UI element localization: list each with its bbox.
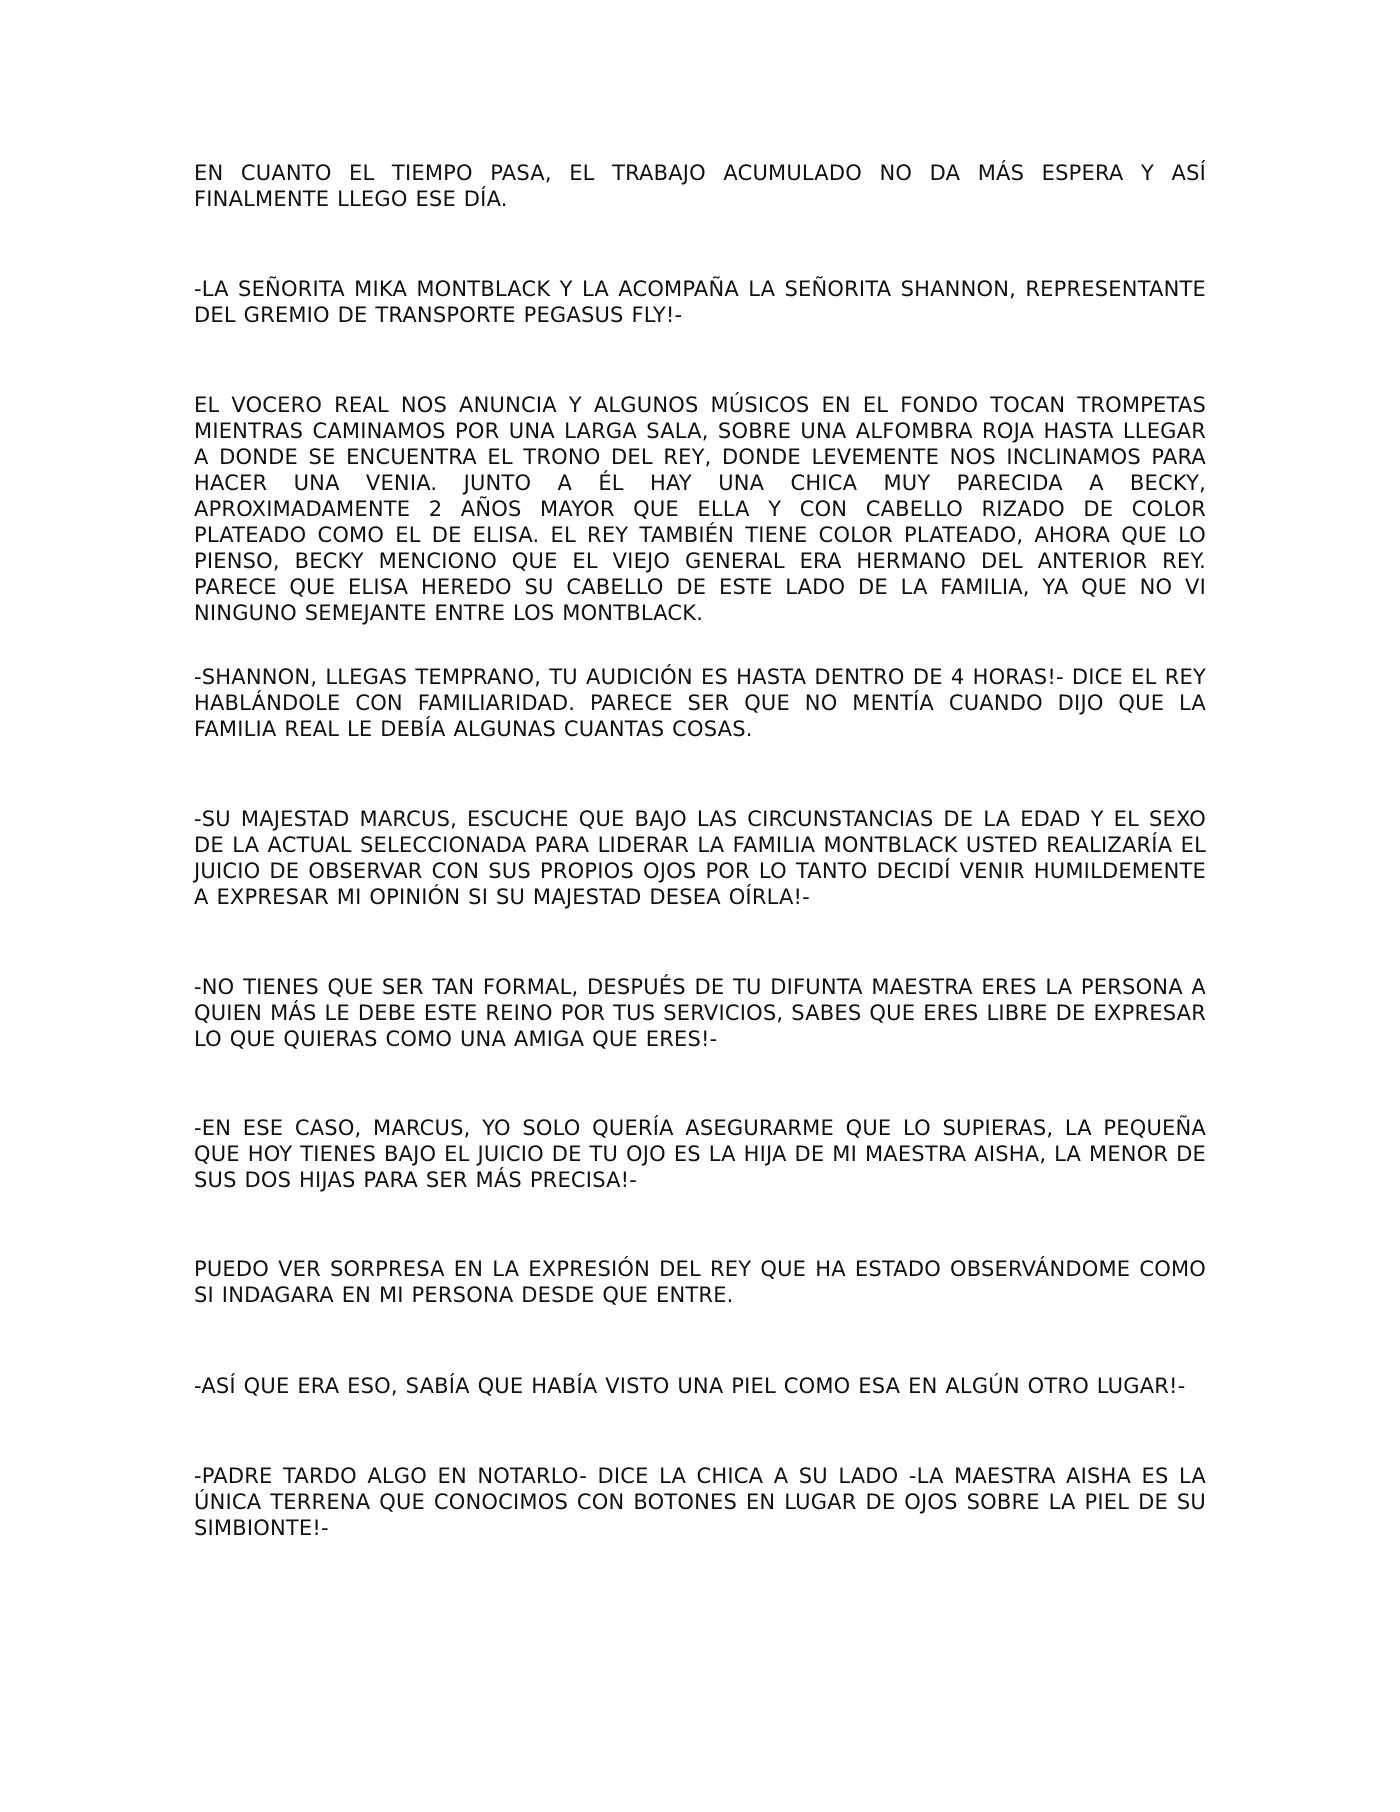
paragraph-9: -ASÍ QUE ERA ESO, SABÍA QUE HABÍA VISTO UNA PIEL COMO ESA EN ALGÚN OTRO LUGAR!- bbox=[194, 1374, 1186, 1398]
paragraph-5: -SU MAJESTAD MARCUS, ESCUCHE QUE BAJO LAS CIRCUNSTANCIAS DE LA EDAD Y EL SEXO DE LA ACTUAL SELECCIONADA PARA LIDERAR LA FAMILIA MONTBLACK USTED REALIZARÍA EL JUICIO DE OBSERVAR CON SUS PROPIOS OJOS POR LO TANTO DECIDÍ VENIR HUMILDEMENTE A EXPRESAR MI OPINIÓN SI SU MAJESTAD DESEA OÍRLA!- bbox=[194, 807, 1206, 909]
paragraph-4: -SHANNON, LLEGAS TEMPRANO, TU AUDICIÓN ES HASTA DENTRO DE 4 HORAS!- DICE EL REY HABLÁNDOLE CON FAMILIARIDAD. PARECE SER QUE NO MENTÍA CUANDO DIJO QUE LA FAMILIA REAL LE DEBÍA ALGUNAS CUANTAS COSAS. bbox=[194, 665, 1206, 741]
paragraph-8: PUEDO VER SORPRESA EN LA EXPRESIÓN DEL REY QUE HA ESTADO OBSERVÁNDOME COMO SI INDAGARA EN MI PERSONA DESDE QUE ENTRE. bbox=[194, 1257, 1206, 1307]
paragraph-1: EN CUANTO EL TIEMPO PASA, EL TRABAJO ACUMULADO NO DA MÁS ESPERA Y ASÍ FINALMENTE LLEGO ESE DÍA. bbox=[194, 161, 1206, 211]
paragraph-7: -EN ESE CASO, MARCUS, YO SOLO QUERÍA ASEGURARME QUE LO SUPIERAS, LA PEQUEÑA QUE HOY TIENES BAJO EL JUICIO DE TU OJO ES LA HIJA DE MI MAESTRA AISHA, LA MENOR DE SUS DOS HIJAS PARA SER MÁS PRECISA!- bbox=[194, 1116, 1206, 1192]
paragraph-3: EL VOCERO REAL NOS ANUNCIA Y ALGUNOS MÚSICOS EN EL FONDO TOCAN TROMPETAS MIENTRAS CAMINAMOS POR UNA LARGA SALA, SOBRE UNA ALFOMBRA ROJA HASTA LLEGAR A DONDE SE ENCUENTRA EL TRONO DEL REY, DONDE LEVEMENTE NOS INCLINAMOS PARA HACER UNA VENIA. JUNTO A ÉL HAY UNA CHICA MUY PARECIDA A BECKY, APROXIMADAMENTE 2 AÑOS MAYOR QUE ELLA Y CON CABELLO RIZADO DE COLOR PLATEADO COMO EL DE ELISA. EL REY TAMBIÉN TIENE COLOR PLATEADO, AHORA QUE LO PIENSO, BECKY MENCIONO QUE EL VIEJO GENERAL ERA HERMANO DEL ANTERIOR REY. PARECE QUE ELISA HEREDO SU CABELLO DE ESTE LADO DE LA FAMILIA, YA QUE NO VI NINGUNO SEMEJANTE ENTRE LOS MONTBLACK. bbox=[194, 393, 1206, 625]
paragraph-6: -NO TIENES QUE SER TAN FORMAL, DESPUÉS DE TU DIFUNTA MAESTRA ERES LA PERSONA A QUIEN MÁS LE DEBE ESTE REINO POR TUS SERVICIOS, SABES QUE ERES LIBRE DE EXPRESAR LO QUE QUIERAS COMO UNA AMIGA QUE ERES!- bbox=[194, 975, 1206, 1051]
paragraph-2: -LA SEÑORITA MIKA MONTBLACK Y LA ACOMPAÑA LA SEÑORITA SHANNON, REPRESENTANTE DEL GREMIO DE TRANSPORTE PEGASUS FLY!- bbox=[194, 277, 1206, 327]
paragraph-10: -PADRE TARDO ALGO EN NOTARLO- DICE LA CHICA A SU LADO -LA MAESTRA AISHA ES LA ÚNICA TERRENA QUE CONOCIMOS CON BOTONES EN LUGAR DE OJOS SOBRE LA PIEL DE SU SIMBIONTE!- bbox=[194, 1464, 1206, 1540]
